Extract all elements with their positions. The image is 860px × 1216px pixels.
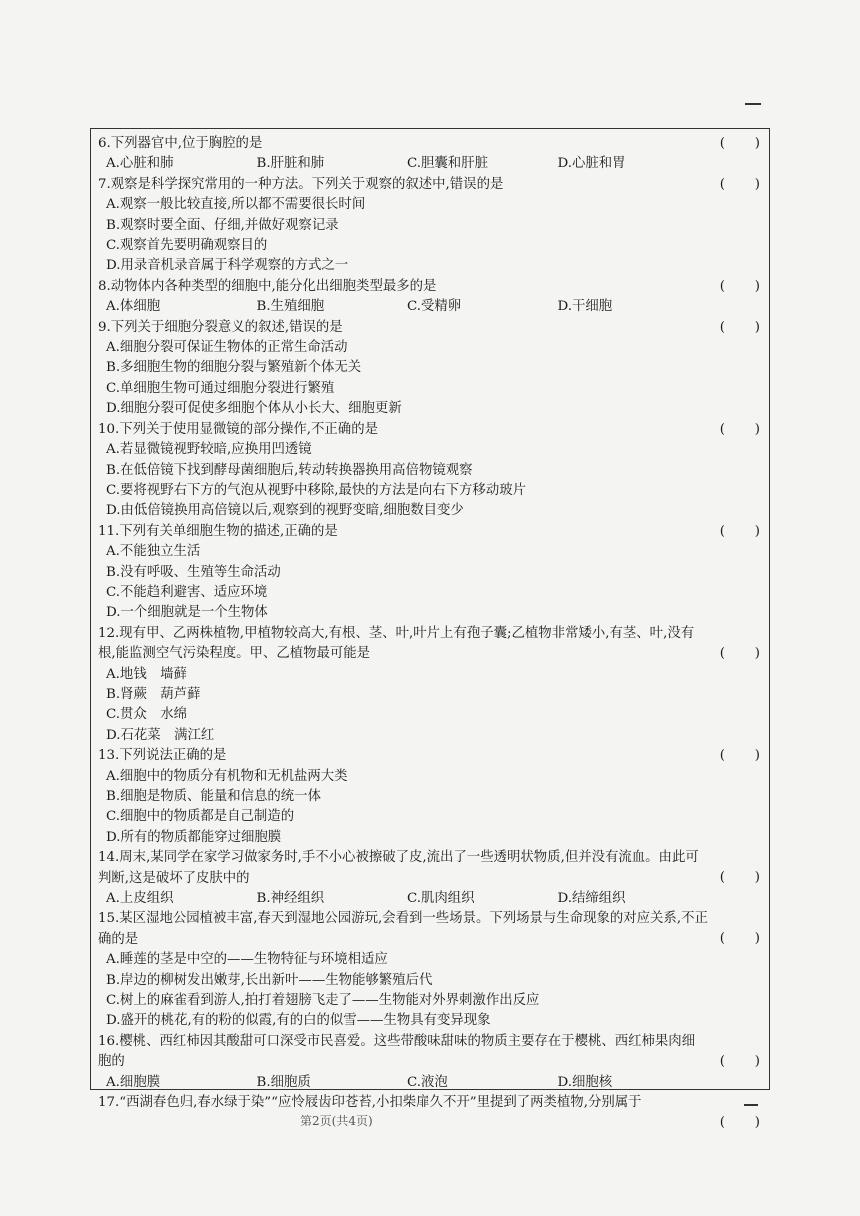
- question-7: [98, 175, 766, 277]
- option-c: C.单细胞生物可通过细胞分裂进行繁殖: [106, 380, 335, 396]
- option-b: B.生殖细胞: [256, 299, 325, 315]
- answer-bracket[interactable]: ( ): [719, 870, 760, 886]
- corner-mark: [745, 103, 761, 105]
- question-stem: 8.动物体内各种类型的细胞中,能分化出细胞类型最多的是: [98, 278, 437, 294]
- option-d: D.由低倍镜换用高倍镜以后,观察到的视野变暗,细胞数目变少: [106, 503, 464, 519]
- option-d: D.用录音机录音属于科学观察的方式之一: [106, 258, 349, 274]
- answer-bracket[interactable]: ( ): [719, 176, 760, 192]
- option-b: B.没有呼吸、生殖等生命活动: [106, 564, 281, 580]
- question-stem: 15.某区湿地公园植被丰富,春天到湿地公园游玩,会看到一些场景。下列场景与生命现象的对应关系,不正确的是: [98, 911, 708, 947]
- option-d: D.干细胞: [557, 299, 613, 315]
- question-11: [98, 522, 766, 624]
- option-a: A.心脏和肺: [106, 156, 174, 172]
- option-c: C.不能趋利避害、适应环境: [106, 584, 268, 600]
- question-stem: 14.周末,某同学在家学习做家务时,手不小心被擦破了皮,流出了一些透明状物质,但并没有流血。由此可判断,这是破坏了皮肤中的: [98, 850, 699, 886]
- option-c: C.受精卵: [407, 299, 462, 315]
- option-a: A.观察一般比较直接,所以都不需要很长时间: [106, 197, 366, 213]
- option-c: C.细胞中的物质都是自己制造的: [106, 809, 295, 825]
- option-a: A.细胞分裂可保证生物体的正常生命活动: [106, 340, 348, 356]
- option-c: C.液泡: [407, 1074, 448, 1090]
- answer-bracket[interactable]: ( ): [719, 523, 760, 539]
- answer-bracket[interactable]: ( ): [719, 1053, 760, 1069]
- answer-bracket[interactable]: ( ): [719, 319, 760, 335]
- page-footer: 第2页(共4页): [300, 1114, 373, 1128]
- option-d: D.所有的物质都能穿过细胞膜: [106, 829, 282, 845]
- question-15: [98, 909, 766, 1031]
- question-stem: 10.下列关于使用显微镜的部分操作,不正确的是: [98, 421, 378, 437]
- option-c: C.贯众 水绵: [106, 707, 187, 723]
- option-b: B.细胞是物质、能量和信息的统一体: [106, 789, 321, 804]
- question-16: [98, 1032, 766, 1093]
- option-a: A.睡莲的茎是中空的——生物特征与环境相适应: [106, 952, 388, 968]
- question-13: [98, 746, 766, 848]
- question-9: [98, 318, 766, 420]
- option-b: B.肾蕨 葫芦藓: [106, 686, 201, 702]
- question-stem: 12.现有甲、乙两株植物,甲植物较高大,有根、茎、叶,叶片上有孢子囊;乙植物非常矮小,有茎、叶,没有根,能监测空气污染程度。甲、乙植物最可能是: [98, 625, 695, 662]
- question-stem: 11.下列有关单细胞生物的描述,正确的是: [98, 523, 338, 539]
- option-b: B.神经组织: [256, 891, 325, 907]
- question-stem: 6.下列器官中,位于胸腔的是: [98, 136, 263, 151]
- option-d: D.一个细胞就是一个生物体: [106, 605, 268, 621]
- answer-bracket[interactable]: ( ): [719, 421, 760, 437]
- option-a: A.不能独立生活: [106, 544, 201, 560]
- option-c: C.树上的麻雀看到游人,拍打着翅膀飞走了——生物能对外界刺激作出反应: [106, 993, 540, 1009]
- question-12: [98, 624, 766, 746]
- option-b: B.多细胞生物的细胞分裂与繁殖新个体无关: [106, 360, 362, 376]
- answer-bracket[interactable]: ( ): [719, 748, 760, 764]
- question-stem: 13.下列说法正确的是: [98, 748, 227, 764]
- answer-bracket[interactable]: ( ): [719, 645, 760, 661]
- option-c: C.胆囊和肝脏: [407, 156, 488, 172]
- option-b: B.岸边的柳树发出嫩芽,长出新叶——生物能够繁殖后代: [106, 972, 433, 988]
- question-10: [98, 420, 766, 522]
- option-d: D.石花菜 满江红: [106, 727, 215, 743]
- option-d: D.细胞核: [557, 1074, 613, 1090]
- option-d: D.盛开的桃花,有的粉的似霞,有的白的似雪——生物具有变异现象: [106, 1013, 491, 1029]
- answer-bracket[interactable]: ( ): [719, 1115, 760, 1131]
- option-c: C.观察首先要明确观察目的: [106, 238, 268, 254]
- question-stem: 17.“西湖春色归,春水绿于染”“应怜屐齿印苍苔,小扣柴扉久不开”里提到了两类植物,分别属于: [98, 1095, 642, 1111]
- option-a: A.地钱 墙藓: [106, 666, 187, 682]
- option-b: B.观察时要全面、仔细,并做好观察记录: [106, 217, 339, 233]
- option-d: D.结缔组织: [557, 891, 626, 907]
- option-b: B.在低倍镜下找到酵母菌细胞后,转动转换器换用高倍物镜观察: [106, 462, 473, 478]
- option-a: A.细胞膜: [106, 1074, 161, 1090]
- question-14: [98, 848, 766, 909]
- option-b: B.肝脏和肺: [256, 156, 325, 172]
- question-stem: 9.下列关于细胞分裂意义的叙述,错误的是: [98, 319, 343, 335]
- question-6: [98, 134, 766, 175]
- option-a: A.上皮组织: [106, 891, 174, 907]
- option-a: A.细胞中的物质分有机物和无机盐两大类: [106, 768, 348, 784]
- option-a: A.若显微镜视野较暗,应换用凹透镜: [106, 442, 312, 458]
- option-a: A.体细胞: [106, 299, 161, 315]
- option-c: C.要将视野右下方的气泡从视野中移除,最快的方法是向右下方移动玻片: [106, 482, 526, 498]
- question-stem: 16.樱桃、西红柿因其酸甜可口深受市民喜爱。这些带酸味甜味的物质主要存在于樱桃、西红柿果肉细胞的: [98, 1033, 696, 1070]
- question-8: [98, 277, 766, 318]
- option-d: D.细胞分裂可促使多细胞个体从小长大、细胞更新: [106, 401, 402, 417]
- option-c: C.肌肉组织: [407, 891, 475, 907]
- option-d: D.心脏和胃: [557, 156, 626, 172]
- answer-bracket[interactable]: ( ): [719, 931, 760, 947]
- question-stem: 7.观察是科学探究常用的一种方法。下列关于观察的叙述中,错误的是: [98, 176, 504, 192]
- option-b: B.细胞质: [256, 1074, 311, 1090]
- answer-bracket[interactable]: ( ): [719, 278, 760, 294]
- answer-bracket[interactable]: ( ): [719, 136, 760, 151]
